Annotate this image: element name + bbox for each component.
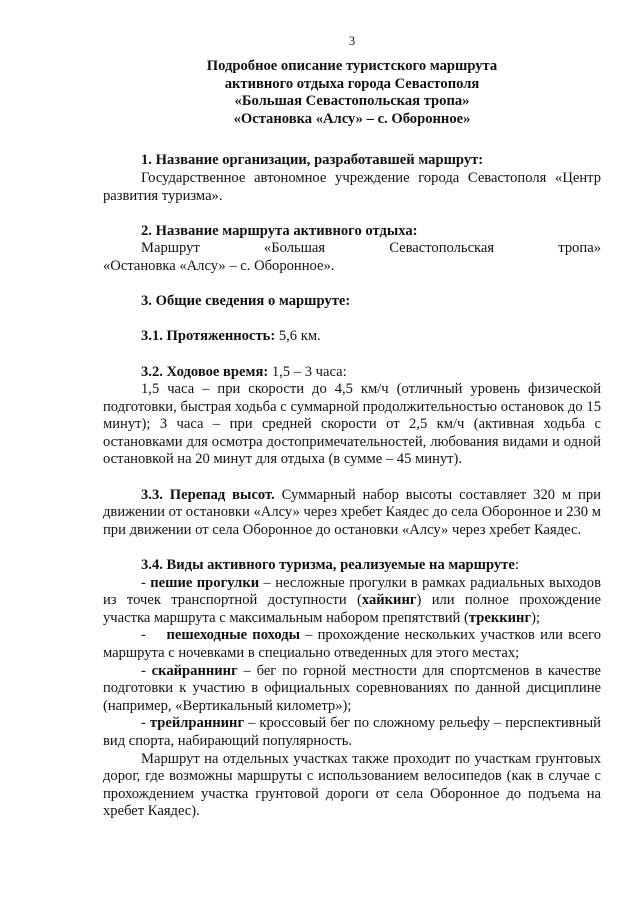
section-3-4-closing: Маршрут на отдельных участках также проходит по участкам грунтовых дорог, где возможны маршруты с использованием велосипедов (как в случае с прохождением участка грунтовой дороги от села Оборонное до подъема на хребет Каядес). — [103, 750, 601, 820]
section-3-1-value: 5,6 км. — [275, 328, 321, 345]
list-item: - трейлраннинг – кроссовый бег по сложному рельефу – перспективный вид спорта, набирающий популярность. — [103, 715, 601, 749]
section-3-2-value: 1,5 – 3 часа: — [268, 363, 347, 380]
list-item: - пешие прогулки – несложные прогулки в рамках радиальных выходов из точек транспортной доступности (хайкинг) или полное прохождение участка маршрута с максимальным набором препятствий (треккинг); — [103, 574, 601, 626]
section-2-heading: 2. Название маршрута активного отдыха: — [141, 222, 418, 239]
section-3-1 — [103, 328, 601, 346]
section-3-2-text: 1,5 часа – при скорости до 4,5 км/ч (отличный уровень физической подготовки, быстрая ходьба с суммарной продолжительностью остановок до 15 минут); 3 часа – при средней скорости от 2,5 км/ч (активная ходьба с остановками для осмотра достопримечательностей, любования видами и одной остановкой на 20 минут для отдыха (в сумме – 45 минут). — [103, 381, 601, 468]
section-1-text: Государственное автономное учреждение города Севастополя «Центр развития туризма». — [103, 169, 601, 204]
section-2-line-2: «Остановка «Алсу» – с. Оборонное». — [103, 257, 335, 274]
list-item: - пешеходные походы – прохождение нескольких участков или всего маршрута с ночевками в специально отведенных для этого местах; — [103, 627, 605, 661]
section-3-4-heading: 3.4. Виды активного туризма, реализуемые на маршруте: — [141, 557, 519, 574]
section-3-3 — [103, 487, 601, 540]
title-line-4: «Остановка «Алсу» – с. Оборонное» — [233, 110, 471, 127]
list-item: - скайраннинг – бег по горной местности для спортсменов в качестве подготовки к участию в официальных соревнованиях по данной дисциплине (например, «Вертикальный километр»); — [103, 662, 601, 714]
section-1-heading: 1. Название организации, разработавшей маршрут: — [141, 152, 484, 169]
term-trailrunning: трейлраннинг — [149, 715, 245, 732]
section-3-3-text: Суммарный набор высоты составляет 320 м при движении от остановки «Алсу» через хребет Каядес до села Оборонное и 230 м при движении от села Оборонное до остановки «Алсу» через хребет Каядес. — [103, 486, 601, 538]
term-hiking-trips: пешеходные походы — [166, 627, 301, 644]
page-number: 3 — [348, 34, 356, 48]
section-3-2 — [103, 364, 601, 382]
section-3-heading: 3. Общие сведения о маршруте: — [141, 293, 351, 310]
title-line-1: Подробное описание туристского маршрута — [206, 58, 498, 74]
title-line-2: активного отдыха города Севастополя — [224, 75, 480, 92]
term-trekking: треккинг — [468, 609, 532, 626]
section-3-1-label: 3.1. Протяженность: — [141, 328, 276, 345]
title-line-3: «Большая Севастопольская тропа» — [234, 93, 470, 110]
section-2-line-1: Маршрут «Большая Севастопольская тропа» — [141, 240, 601, 257]
document-title — [103, 58, 601, 128]
section-3-3-label: 3.3. Перепад высот. — [141, 486, 275, 503]
term-skyrunning: скайраннинг — [151, 662, 238, 679]
section-3-2-label: 3.2. Ходовое время: — [141, 363, 269, 380]
term-hiking-walks: пешие прогулки — [150, 574, 260, 591]
term-hiking: хайкинг — [361, 592, 417, 609]
